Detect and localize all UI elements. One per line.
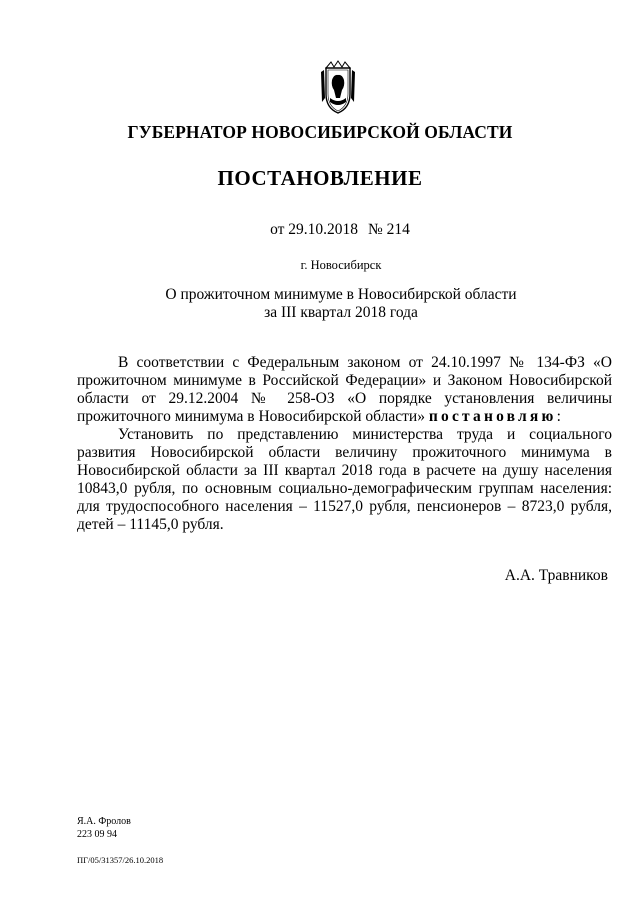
document-body <box>77 354 612 534</box>
date-number-line <box>0 221 640 239</box>
document-date: от 29.10.2018 <box>270 221 359 238</box>
executor-phone: 223 09 94 <box>77 829 117 840</box>
executor-name: Я.А. Фролов <box>77 816 131 827</box>
governor-signature: А.А. Травников <box>504 567 608 584</box>
document-number: № 214 <box>368 221 410 238</box>
subject-line-2: за III квартал 2018 года <box>264 304 418 321</box>
subject-line-1: О прожиточном минимуме в Новосибирской области <box>165 286 517 303</box>
document-subject <box>0 286 640 322</box>
decree-word: постановляю <box>428 408 557 425</box>
city-name: г. Новосибирск <box>300 258 382 272</box>
document-type-title: ПОСТАНОВЛЕНИЕ <box>217 166 423 190</box>
executor-block <box>77 815 131 841</box>
preamble-text: В соответствии с Федеральным законом от 24.10.1997 № 134-ФЗ «О прожиточном минимуме в Российской Федерации» и Законом Новосибирской области от 29.12.2004 № 258-ОЗ «О порядке установления величины прожиточного минимума в Новосибирской области» <box>77 354 612 425</box>
novosibirsk-coat-of-arms-icon <box>318 58 358 116</box>
document-code: ПГ/05/31357/26.10.2018 <box>77 855 164 865</box>
paragraph-resolution: Установить по представлению министерства труда и социального развития Новосибирской области величину прожиточного минимума в Новосибирской области за III квартал 2018 года в расчете на душу населения 10843,0 рубля, по основным социально-демографическим группам населения: для трудоспособного населения – 11527,0 рубля, пенсионеров – 8723,0 рубля, детей – 11145,0 рубля. <box>77 426 612 533</box>
decree-colon: : <box>556 408 561 425</box>
paragraph-preamble <box>77 354 612 426</box>
issuing-authority: ГУБЕРНАТОР НОВОСИБИРСКОЙ ОБЛАСТИ <box>127 122 513 142</box>
